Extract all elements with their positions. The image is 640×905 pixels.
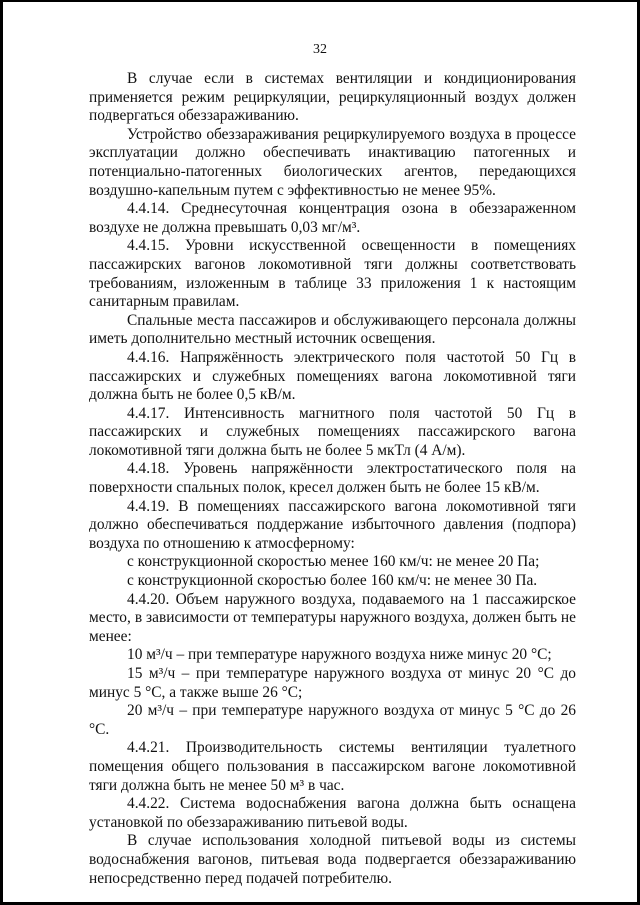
paragraph: 4.4.16. Напряжённость электрического поля частотой 50 Гц в пассажирских и служебных помещениях вагона локомотивной тяги должна быть не более 0,5 кВ/м. <box>89 348 576 404</box>
document-body <box>89 70 576 888</box>
paragraph: 4.4.15. Уровни искусственной освещенности в помещениях пассажирских вагонов локомотивной тяги должны соответствовать требованиям, изложенным в таблице 33 приложения 1 к настоящим санитарным правилам. <box>89 237 576 311</box>
paragraph: 4.4.22. Система водоснабжения вагона должна быть оснащена установкой по обеззараживанию питьевой воды. <box>89 795 576 831</box>
list-item: с конструкционной скоростью более 160 км/ч: не менее 30 Па. <box>127 572 538 590</box>
paragraph: 4.4.18. Уровень напряжённости электростатического поля на поверхности спальных полок, кресел должен быть не более 15 кВ/м. <box>89 460 576 497</box>
paragraph: 4.4.20. Объем наружного воздуха, подаваемого на 1 пассажирское место, в зависимости от температуры наружного воздуха, должен быть не менее: <box>89 590 576 645</box>
paragraph: 4.4.19. В помещениях пассажирского вагона локомотивной тяги должно обеспечиваться поддержание избыточного давления (подпора) воздуха по отношению к атмосферному: <box>89 497 576 552</box>
paragraph: 4.4.21. Производительность системы вентиляции туалетного помещения общего пользования в пассажирском вагоне локомотивной тяги должна быть не менее 50 м³ в час. <box>89 739 576 794</box>
paragraph: 4.4.17. Интенсивность магнитного поля частотой 50 Гц в пассажирских и служебных помещениях пассажирского вагона локомотивной тяги должна быть не более 5 мкТл (4 А/м). <box>89 404 576 459</box>
list-item: с конструкционной скоростью менее 160 км/ч: не менее 20 Па; <box>127 553 540 571</box>
paragraph: В случае использования холодной питьевой воды из системы водоснабжения вагонов, питьевая вода подвергается обеззараживанию непосредственно перед подачей потребителю. <box>89 832 576 887</box>
paragraph: В случае если в системах вентиляции и кондиционирования применяется режим рециркуляции, рециркуляционный воздух должен подвергаться обеззараживанию. <box>89 70 576 125</box>
scan-border-left <box>0 0 3 905</box>
paragraph: 4.4.14. Среднесуточная концентрация озона в обеззараженном воздухе не должна превышать 0,03 мг/м³. <box>89 200 576 236</box>
list-item: 20 м³/ч – при температуре наружного воздуха от минус 5 °С до 26 °С. <box>89 702 576 738</box>
list-item: 10 м³/ч – при температуре наружного воздуха ниже минус 20 °С; <box>127 646 552 664</box>
list-item: 15 м³/ч – при температуре наружного воздуха от минус 20 °С до минус 5 °С, а также выше 26 °С; <box>89 665 576 701</box>
page-number: 32 <box>313 42 327 57</box>
scan-border-top <box>0 0 640 2</box>
paragraph: Спальные места пассажиров и обслуживающего персонала должны иметь дополнительно местный источник освещения. <box>89 311 576 348</box>
paragraph: Устройство обеззараживания рециркулируемого воздуха в процессе эксплуатации должно обеспечивать инактивацию патогенных и потенциально-патогенных биологических агентов, передающихся воздушно-капельным путем с эффективностью не менее 95%. <box>89 125 576 199</box>
